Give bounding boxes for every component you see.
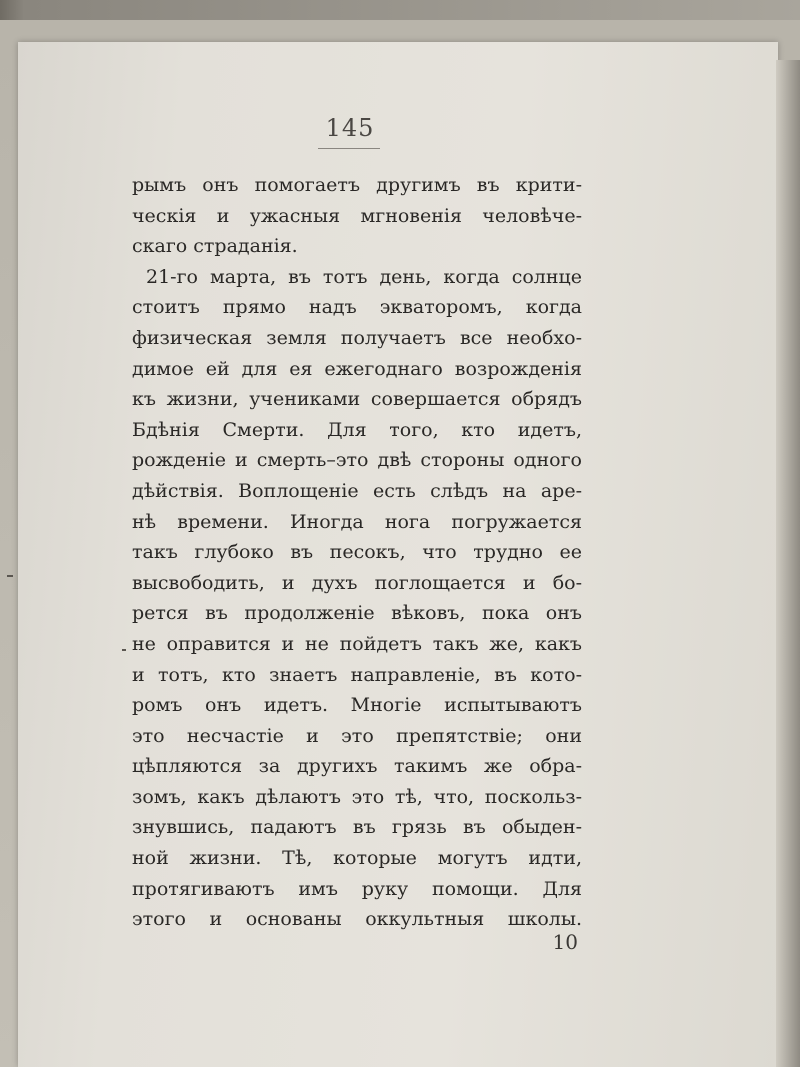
page-stack-edge — [776, 60, 800, 1067]
text-line: Бдѣнія Смерти. Для того, кто идетъ, — [132, 418, 582, 441]
text-line: стоитъ прямо надъ экваторомъ, когда — [132, 296, 582, 319]
page-number: 145 — [325, 114, 375, 142]
text-line: ной жизни. Тѣ, которые могутъ идти, — [132, 847, 582, 870]
margin-mark — [122, 649, 126, 651]
text-line: такъ глубоко въ песокъ, что трудно ее — [132, 541, 582, 564]
text-line: рымъ онъ помогаетъ другимъ въ крити- — [132, 174, 582, 196]
text-line: протягиваютъ имъ руку помощи. Для — [132, 877, 582, 900]
text-line: 21-го марта, въ тотъ день, когда солнце — [146, 265, 582, 288]
text-line: этого и основаны оккультныя школы. — [132, 908, 582, 931]
text-line: димое ей для ея ежегоднаго возрожденія — [132, 357, 582, 380]
text-line: къ жизни, учениками совершается обрядъ — [132, 388, 582, 411]
text-line: высвободить, и духъ поглощается и бо- — [132, 571, 582, 594]
text-line: рожденіе и смерть–это двѣ стороны одного — [132, 449, 582, 472]
text-line: ческія и ужасныя мгновенія человѣче- — [132, 204, 582, 227]
text-line: знувшись, падаютъ въ грязь въ обыден- — [132, 816, 582, 839]
text-line: нѣ времени. Иногда нога погружается — [132, 510, 582, 533]
margin-mark — [7, 575, 13, 577]
text-line: скаго страданія. — [132, 235, 298, 258]
text-line: не оправится и не пойдетъ такъ же, какъ — [132, 632, 582, 655]
text-line: цѣпляются за другихъ такимъ же обра- — [132, 755, 582, 778]
text-line: ромъ онъ идетъ. Многіе испытываютъ — [132, 694, 582, 717]
body-text — [132, 170, 582, 935]
text-line: и тотъ, кто знаетъ направленіе, въ кото- — [132, 663, 582, 686]
page-number-rule — [318, 148, 380, 149]
text-line: это несчастіе и это препятствіе; они — [132, 724, 582, 747]
text-line: дѣйствія. Воплощеніе есть слѣдъ на аре- — [132, 479, 582, 502]
text-line: зомъ, какъ дѣлаютъ это тѣ, что, поскольз- — [132, 785, 582, 808]
text-line: физическая земля получаетъ все необхо- — [132, 326, 582, 349]
text-line: рется въ продолженіе вѣковъ, пока онъ — [132, 602, 582, 625]
signature-mark: 10 — [552, 930, 578, 954]
